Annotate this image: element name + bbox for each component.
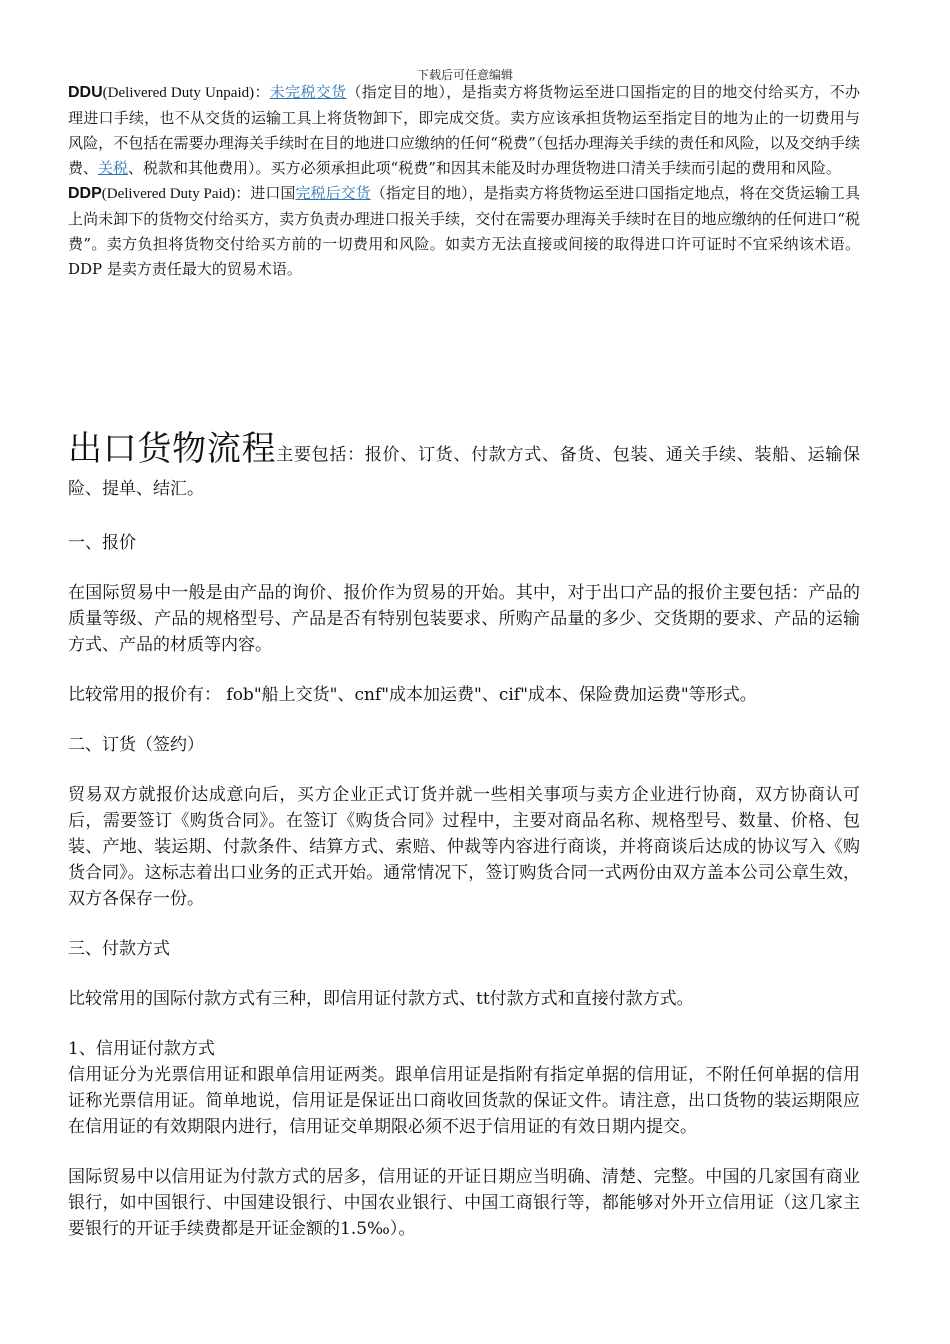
ddu-text-1: （指定目的地），是指卖方将货物运至进口国指定的目的地交付给买方，不办理进口手续，也不从交货的运输工具上将货物卸下，即完成交货。卖方应该承担货物运至指定目的地为止的一切费用与风险，不包括在需要办理海关手续时在目的地进口应缴纳的任何“税费”（包括办理海关手续的责任和风险，以及交纳手续费、 [68, 83, 860, 177]
ddu-definition [68, 80, 860, 181]
ddp-text: （指定目的地），是指卖方将货物运至进口国指定地点，将在交货运输工具上尚未卸下的货物交付给买方，卖方负责办理进口报关手续，交付在需要办理海关手续时在目的地应缴纳的任何进口“税费”。卖方负担将货物交付给买方前的一切费用和风险。如卖方无法直接或间接的取得进口许可证时不宜采纳该术语。DDP 是卖方责任最大的贸易术语。 [68, 184, 860, 278]
ddu-term-key: DDU [68, 84, 103, 101]
paragraph-quotation-forms: 比较常用的报价有： fob"船上交货"、cnf"成本加运费"、cif"成本、保险费加运费"等形式。 [68, 685, 757, 705]
ddp-term-key: DDP [68, 185, 102, 202]
section-title: 出口货物流程 [68, 429, 277, 469]
heading-quotation: 一、报价 [68, 533, 136, 553]
spacer [68, 282, 860, 432]
document-page [68, 80, 860, 1242]
ddp-definition [68, 181, 860, 282]
spacer [68, 708, 860, 732]
paragraph-letter-of-credit: 信用证分为光票信用证和跟单信用证两类。跟单信用证是指附有指定单据的信用证，不附任何单据的信用证称光票信用证。简单地说，信用证是保证出口商收回货款的保证文件。请注意，出口货物的装运期限应在信用证的有效期限内进行，信用证交单期限必须不迟于信用证的有效日期内提交。 [68, 1065, 860, 1137]
spacer [68, 556, 860, 580]
ddu-link-untaxed-delivery[interactable]: 未完税交货 [269, 83, 347, 101]
heading-ordering: 二、订货（签约） [68, 735, 204, 755]
spacer [68, 1012, 860, 1036]
ddu-link-customs-duty[interactable]: 关税 [98, 159, 129, 177]
ddp-link-taxed-delivery[interactable]: 完税后交货 [295, 184, 371, 202]
spacer [68, 1140, 860, 1164]
section-intro-text: 主要包括：报价、订货、付款方式、备货、包装、通关手续、装船、运输保险、提单、结汇。 [68, 445, 861, 499]
ddp-term-english: (Delivered Duty Paid)： [101, 186, 251, 202]
heading-letter-of-credit: 1、信用证付款方式 [68, 1039, 215, 1059]
ddu-term-english: (Delivered Duty Unpaid)： [102, 85, 270, 101]
section-intro [68, 429, 861, 506]
ddu-text-2: 、税款和其他费用）。买方必须承担此项“税费”和因其未能及时办理货物进口清关手续而引起的费用和风险。 [128, 159, 841, 177]
spacer [68, 658, 860, 682]
heading-payment: 三、付款方式 [68, 939, 170, 959]
spacer [68, 506, 860, 530]
paragraph-lc-banks: 国际贸易中以信用证为付款方式的居多，信用证的开证日期应当明确、清楚、完整。中国的几家国有商业银行，如中国银行、中国建设银行、中国农业银行、中国工商银行等，都能够对外开立信用证（这几家主要银行的开证手续费都是开证金额的1.5‰）。 [68, 1167, 860, 1239]
ddp-text-pre: 进口国 [250, 184, 296, 202]
paragraph-ordering: 贸易双方就报价达成意向后，买方企业正式订货并就一些相关事项与卖方企业进行协商，双方协商认可后，需要签订《购货合同》。在签订《购货合同》过程中，主要对商品名称、规格型号、数量、价格、包装、产地、装运期、付款条件、结算方式、索赔、仲裁等内容进行商谈，并将商谈后达成的协议写入《购货合同》。这标志着出口业务的正式开始。通常情况下，签订购货合同一式两份由双方盖本公司公章生效，双方各保存一份。 [68, 785, 860, 909]
spacer [68, 912, 860, 936]
spacer [68, 758, 860, 782]
paragraph-payment-methods: 比较常用的国际付款方式有三种，即信用证付款方式、tt付款方式和直接付款方式。 [68, 989, 694, 1009]
header-note: 下载后可任意编辑 [416, 68, 513, 82]
spacer [68, 962, 860, 986]
paragraph-quotation: 在国际贸易中一般是由产品的询价、报价作为贸易的开始。其中，对于出口产品的报价主要包括：产品的质量等级、产品的规格型号、产品是否有特别包装要求、所购产品量的多少、交货期的要求、产品的运输方式、产品的材质等内容。 [68, 583, 860, 655]
